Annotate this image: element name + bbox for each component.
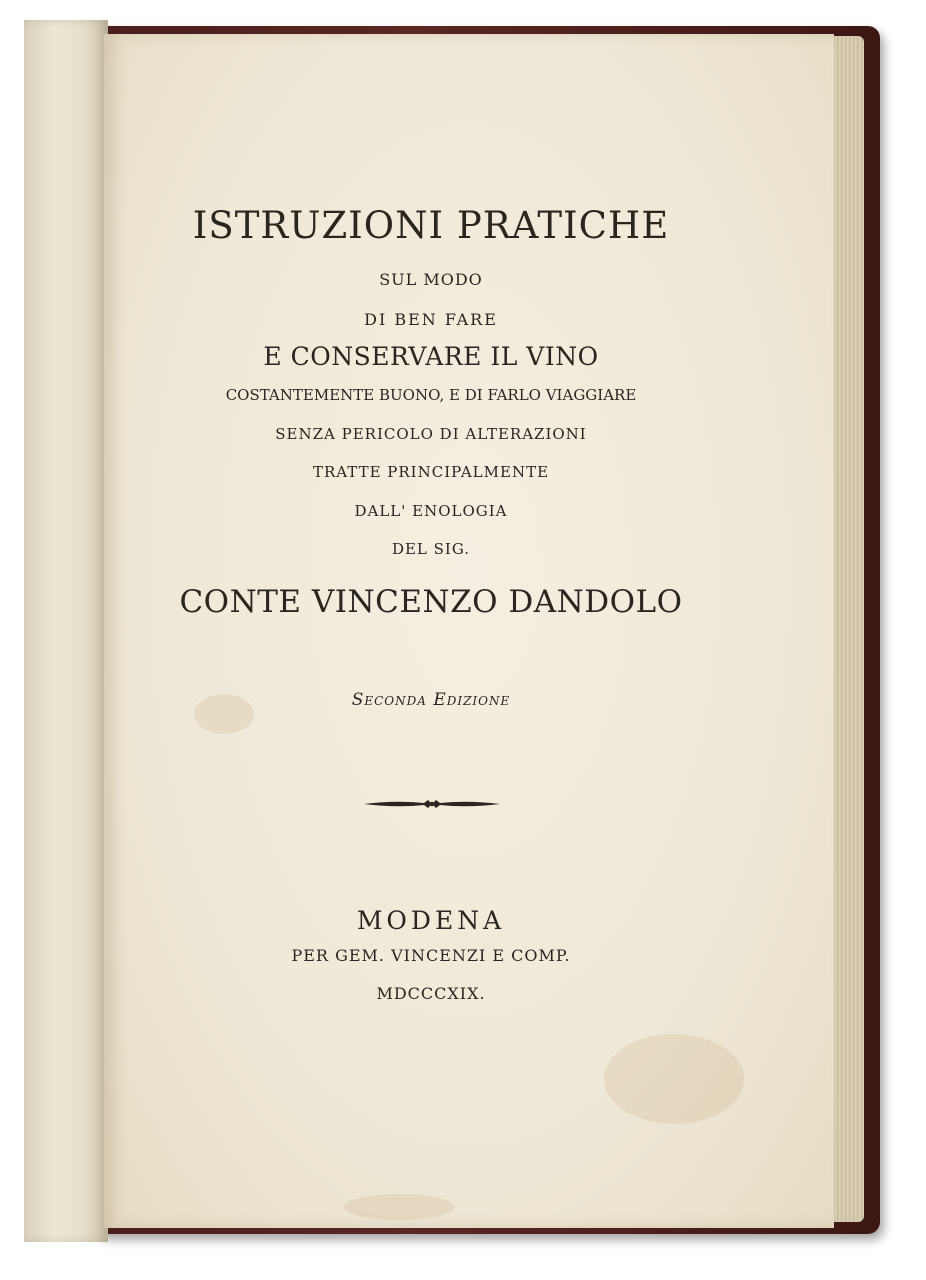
endpaper xyxy=(24,20,108,1242)
foxing-stain xyxy=(344,1194,454,1220)
subtitle-line: TRATTE PRINCIPALMENTE xyxy=(312,463,550,481)
author-name: CONTE VINCENZO DANDOLO xyxy=(179,584,683,620)
subtitle-line: E CONSERVARE IL VINO xyxy=(263,342,599,371)
subtitle-line: DALL' ENOLOGIA xyxy=(354,502,508,520)
foxing-stain xyxy=(604,1034,744,1124)
subtitle-line: SUL MODO xyxy=(379,270,483,289)
imprint-year: MDCCCXIX. xyxy=(376,984,486,1003)
imprint-city: MODENA xyxy=(356,906,506,935)
edition-statement: Seconda Edizione xyxy=(351,690,511,710)
subtitle-line: COSTANTEMENTE BUONO, E DI FARLO VIAGGIARE xyxy=(225,386,637,404)
subtitle-line: SENZA PERICOLO DI ALTERAZIONI xyxy=(275,425,587,443)
imprint-publisher: PER GEM. VINCENZI E COMP. xyxy=(291,946,571,965)
subtitle-line: DI BEN FARE xyxy=(364,310,498,329)
book-title: ISTRUZIONI PRATICHE xyxy=(192,204,670,247)
printer-ornament-icon xyxy=(362,796,502,812)
subtitle-line: DEL SIG. xyxy=(391,540,471,558)
